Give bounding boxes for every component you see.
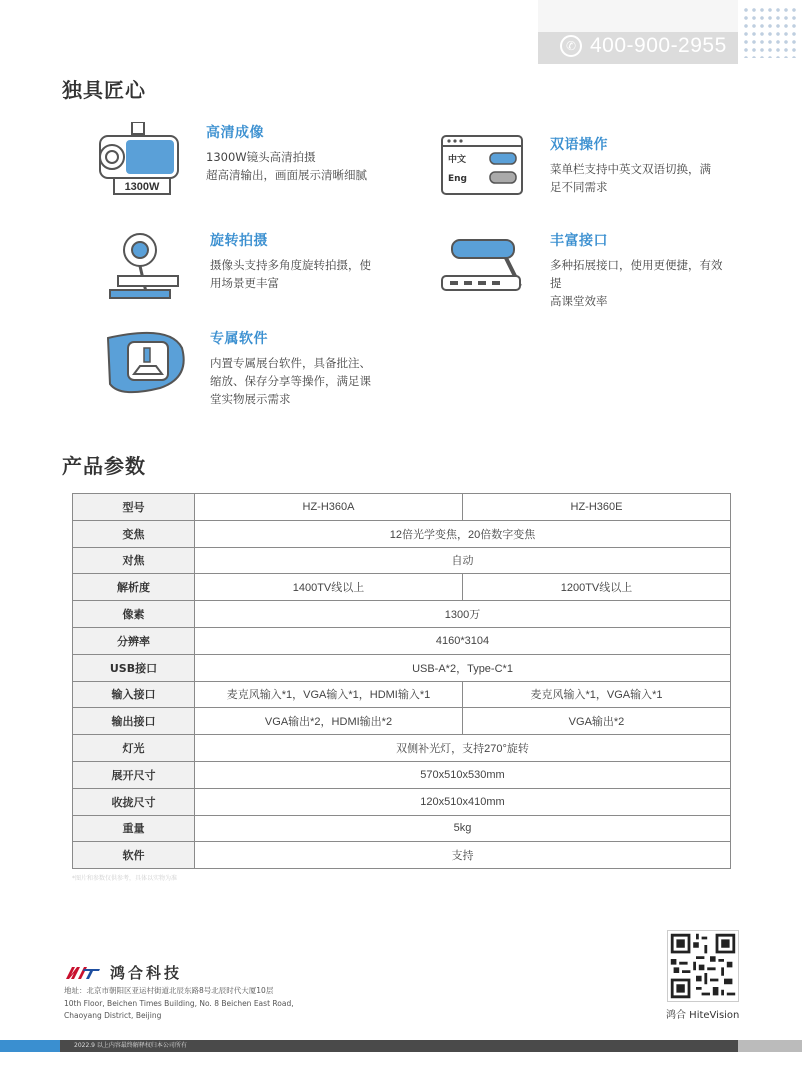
feature-title: 旋转拍摄	[210, 233, 268, 249]
company-name: 鸿合科技	[110, 964, 183, 982]
phone-contact	[560, 34, 727, 58]
hitevision-logo-icon	[64, 965, 102, 981]
feature-title: 丰富接口	[550, 233, 608, 249]
features-section-title: 独具匠心	[62, 74, 146, 103]
feature-desc: 内置专属展台软件，具备批注、 缩放、保存分享等操作，满足课 堂实物展示需求	[210, 356, 371, 406]
specs-section-title: 产品参数	[62, 450, 146, 479]
table-row: 重量 5kg	[73, 815, 731, 842]
feature-rotation	[100, 230, 390, 310]
qr-code[interactable]	[667, 930, 739, 1002]
table-row: 分辨率 4160*3104	[73, 627, 731, 654]
spec-table	[72, 493, 731, 869]
spec-footnote: *图片和参数仅供参考，具体以实物为准	[72, 875, 178, 882]
feature-bilingual	[440, 134, 730, 214]
table-row: 收拢尺寸 120x510x410mm	[73, 788, 731, 815]
feature-hd-imaging	[96, 122, 386, 202]
icon-label-1300w: 1300W	[124, 181, 160, 193]
decorative-dots	[742, 6, 798, 58]
qr-label: 鸿合 HiteVision	[666, 1010, 740, 1021]
phone-number: 400-900-2955	[590, 34, 727, 57]
table-row: 像素 1300万	[73, 601, 731, 628]
icon-label-zh: 中文	[448, 155, 467, 165]
rotating-camera-icon	[100, 230, 196, 310]
phone-icon: ✆	[560, 35, 582, 57]
feature-title: 双语操作	[550, 137, 608, 153]
table-row: 灯光 双侧补光灯，支持270°旋转	[73, 735, 731, 762]
company-address: 地址：北京市朝阳区亚运村街道北辰东路8号北辰时代大厦10层 10th Floor, Beichen Times Building, No. 8 Beichen East Road, Chaoyang District, Beijing	[64, 986, 294, 1020]
table-row: 变焦 12倍光学变焦，20倍数字变焦	[73, 520, 731, 547]
table-row: 解析度 1400TV线以上 1200TV线以上	[73, 574, 731, 601]
bilingual-menu-icon	[440, 134, 536, 214]
feature-desc: 多种拓展接口，使用更便捷，有效提 高课堂效率	[550, 258, 723, 308]
table-row: 输出接口 VGA输出*2，HDMI输出*2 VGA输出*2	[73, 708, 731, 735]
table-row: 展开尺寸 570x510x530mm	[73, 761, 731, 788]
table-row: 型号 HZ-H360A HZ-H360E	[73, 494, 731, 521]
projector-camera-icon	[96, 122, 192, 202]
feature-desc: 摄像头支持多角度旋转拍摄，使 用场景更丰富	[210, 258, 371, 290]
icon-label-en: Eng	[448, 174, 467, 184]
feature-interfaces	[440, 230, 730, 310]
table-row: 软件 支持	[73, 842, 731, 869]
feature-title: 高清成像	[206, 125, 264, 141]
table-row: 输入接口 麦克风输入*1，VGA输入*1，HDMI输入*1 麦克风输入*1，VGA输入*1	[73, 681, 731, 708]
software-app-icon	[100, 328, 196, 408]
feature-desc: 菜单栏支持中英文双语切换，满 足不同需求	[550, 162, 711, 194]
bottom-note: 2022.9 以上内容最终解释权归本公司所有	[74, 1042, 187, 1049]
feature-desc: 1300W镜头高清拍摄 超高清输出，画面展示清晰细腻	[206, 150, 367, 182]
table-row: USB接口 USB-A*2，Type-C*1	[73, 654, 731, 681]
feature-title: 专属软件	[210, 331, 268, 347]
company-logo	[64, 962, 182, 983]
interface-ports-icon	[440, 230, 536, 310]
feature-software	[100, 328, 390, 408]
table-row: 对焦 自动	[73, 547, 731, 574]
